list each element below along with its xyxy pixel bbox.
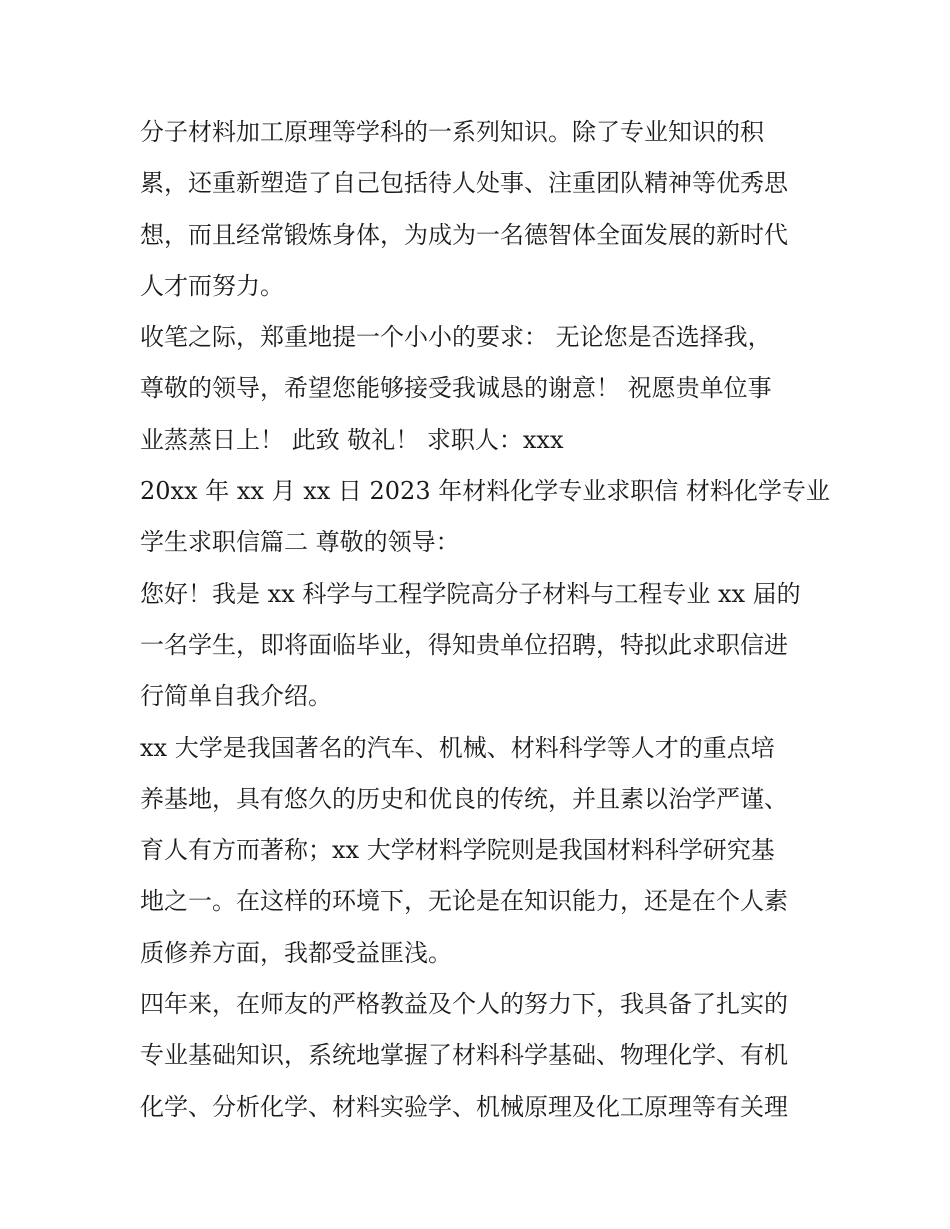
- text-line: 想，而且经常锻炼身体，为成为一名德智体全面发展的新时代: [140, 220, 788, 249]
- text-line: 20xx 年 xx 月 xx 日 2023 年材料化学专业求职信 材料化学专业: [140, 477, 830, 506]
- text-line: xx 大学是我国著名的汽车、机械、材料科学等人才的重点培: [140, 733, 775, 762]
- text-line: 您好！我是 xx 科学与工程学院高分子材料与工程专业 xx 届的: [140, 579, 801, 608]
- text-line: 专业基础知识，系统地掌握了材料科学基础、物理化学、有机: [140, 1041, 788, 1070]
- text-line: 人才而努力。: [140, 271, 284, 300]
- text-line: 业蒸蒸日上！ 此致 敬礼！ 求职人：xxx: [140, 425, 564, 454]
- text-line: 收笔之际，郑重地提一个小小的要求： 无论您是否选择我，: [140, 323, 772, 352]
- text-line: 化学、分析化学、材料实验学、机械原理及化工原理等有关理: [140, 1092, 788, 1121]
- text-line: 分子材料加工原理等学科的一系列知识。除了专业知识的积: [140, 118, 764, 146]
- text-line: 养基地，具有悠久的历史和优良的传统，并且素以治学严谨、: [140, 784, 788, 813]
- text-line: 质修养方面，我都受益匪浅。: [140, 938, 452, 967]
- text-line: 累，还重新塑造了自己包括待人处事、注重团队精神等优秀思: [140, 169, 788, 198]
- text-line: 育人有方而著称；xx 大学材料学院则是我国材料科学研究基: [140, 836, 775, 865]
- text-line: 四年来，在师友的严格教益及个人的努力下，我具备了扎实的: [140, 990, 788, 1019]
- text-line: 行简单自我介绍。: [140, 682, 332, 711]
- text-line: 学生求职信篇二 尊敬的领导：: [140, 528, 460, 557]
- text-line: 尊敬的领导，希望您能够接受我诚恳的谢意！ 祝愿贵单位事: [140, 374, 772, 403]
- text-line: 一名学生，即将面临毕业，得知贵单位招聘，特拟此求职信进: [140, 630, 788, 659]
- document-body: [140, 107, 830, 1133]
- text-line: 地之一。在这样的环境下，无论是在知识能力，还是在个人素: [140, 887, 788, 916]
